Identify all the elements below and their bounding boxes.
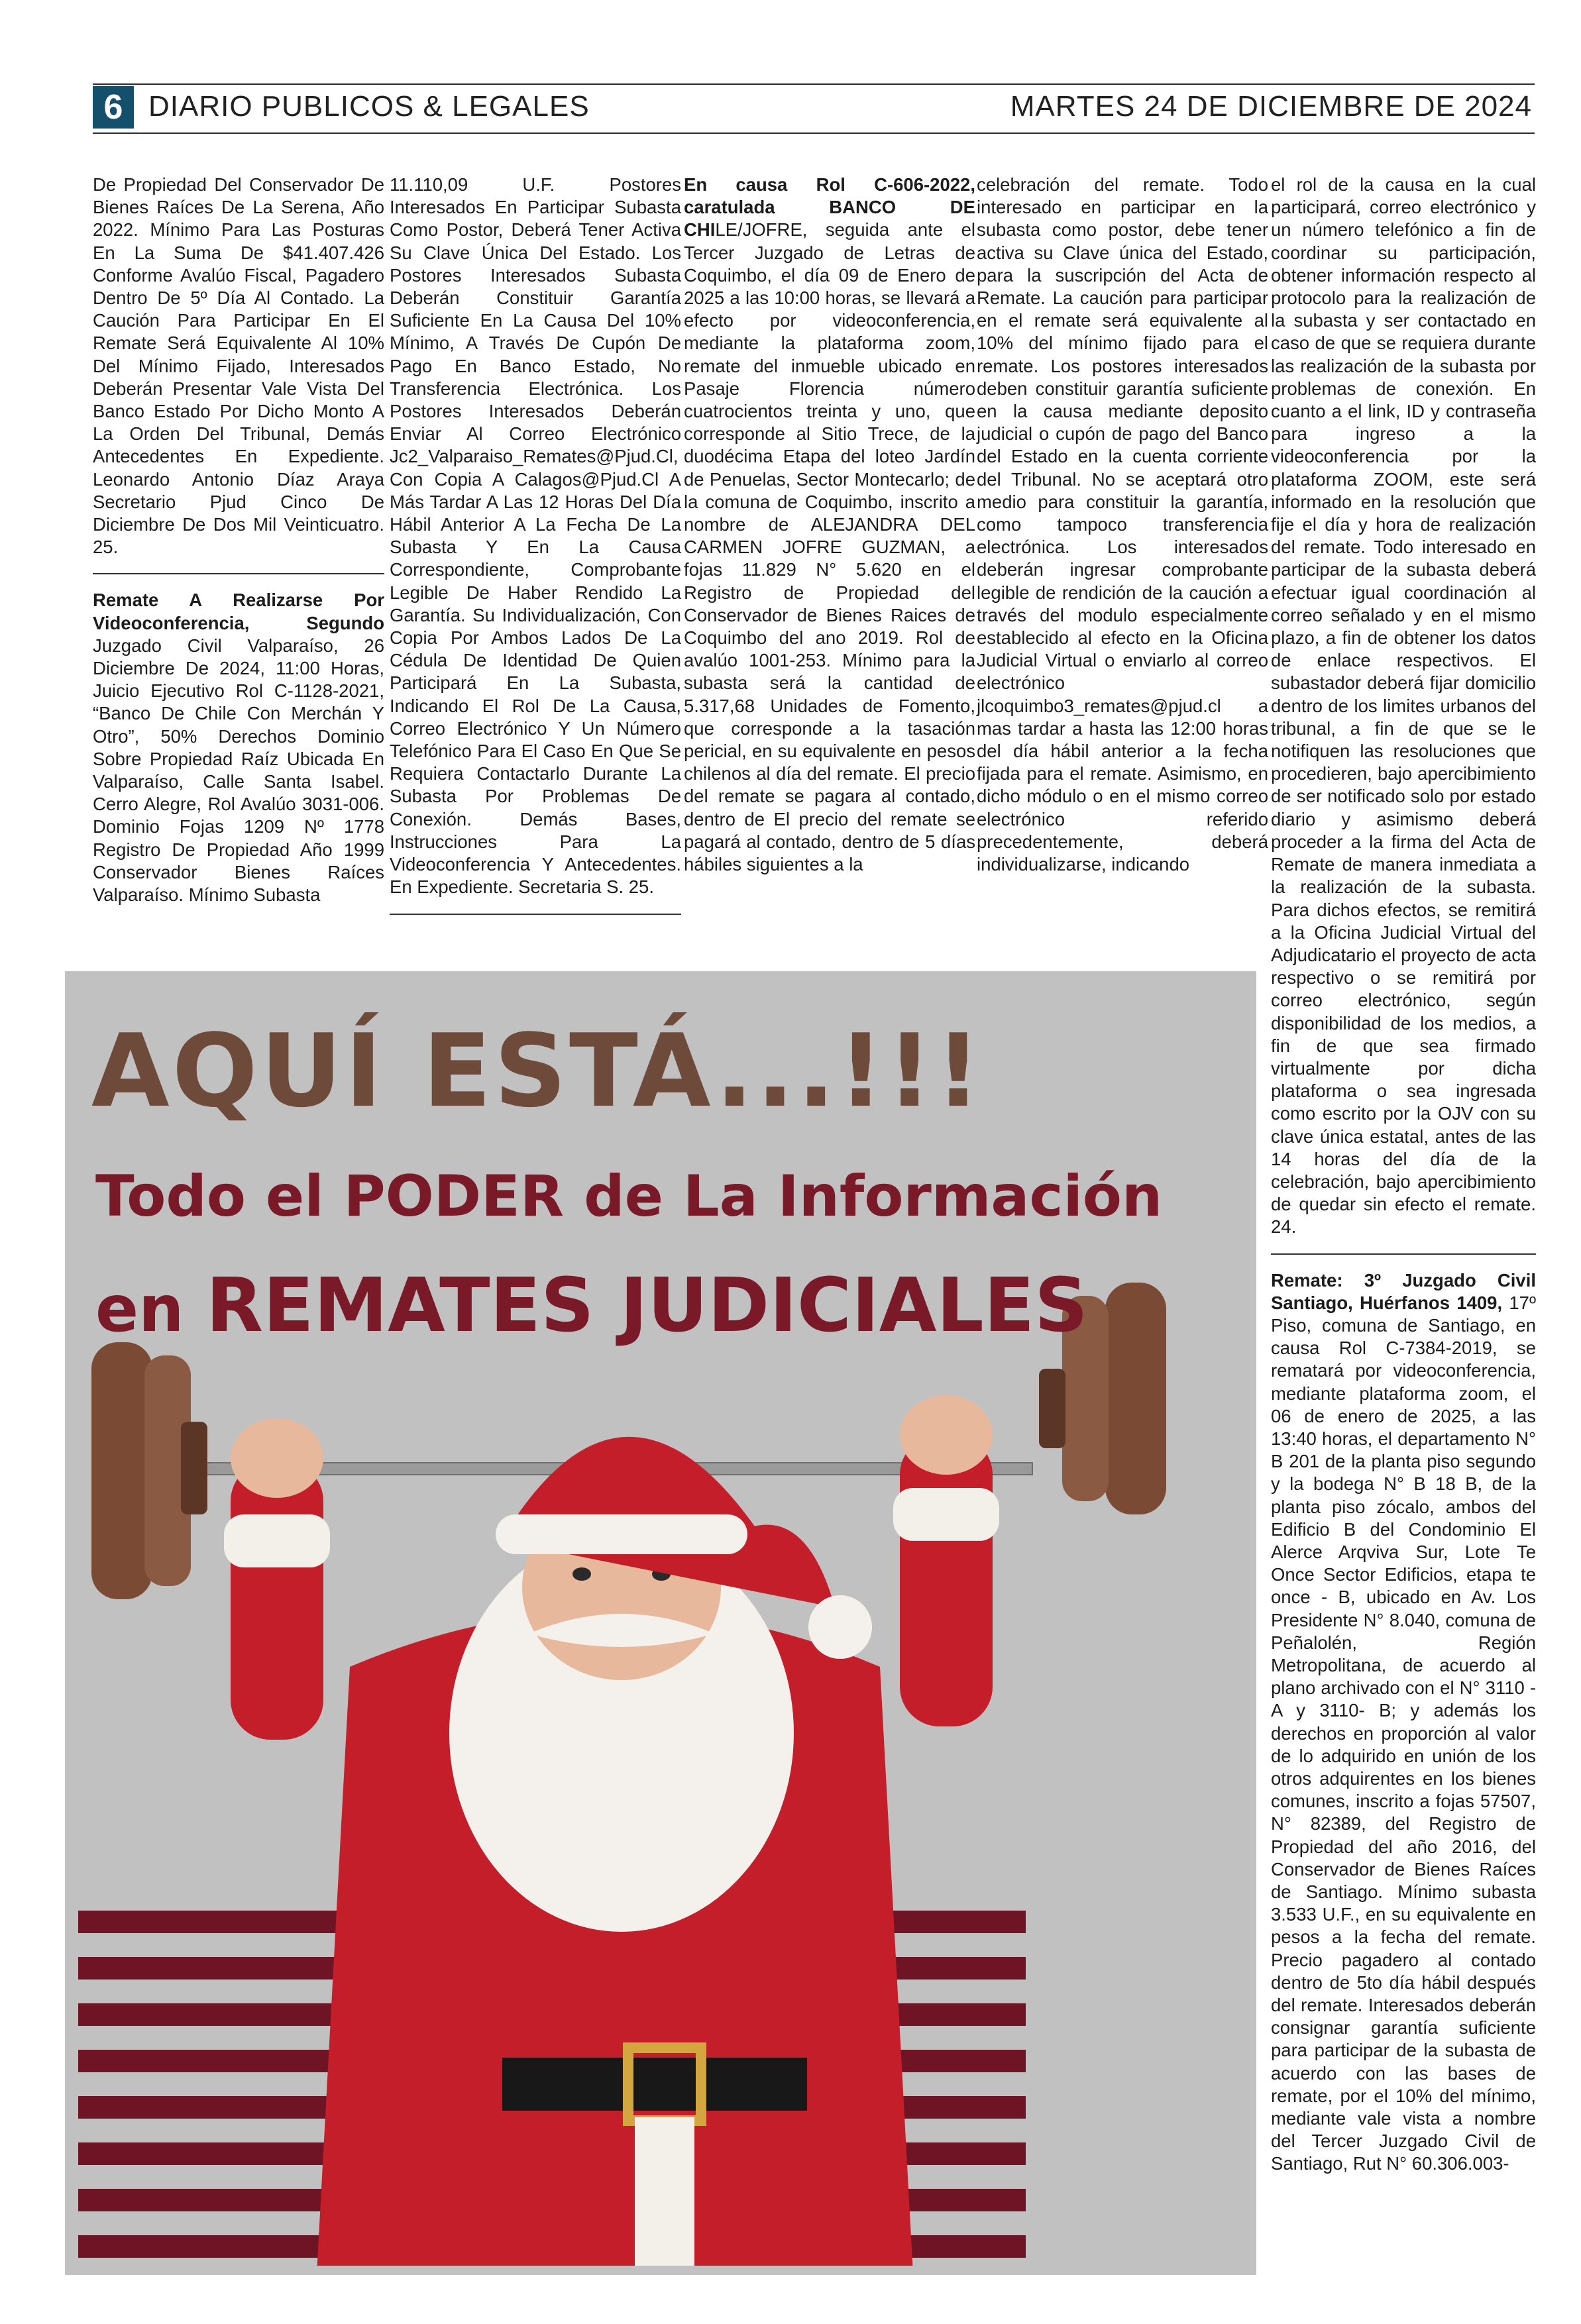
notice-body: LE/JOFRE, seguida ante el Tercer Juzgado de Letras de Coquimbo, el día 09 de Enero de 2025 a las 10:00 horas, se llevará a efecto por videoconferencia, mediante la plataforma zoom, remate del inmueble ubicado en Pasaje Florencia número cuatrocientos treinta y uno, que corresponde al Sitio Trece, de la duodécima Etapa del loteo Jardín de Penuelas, Sector Montecarlo; de la comuna de Coquimbo, inscrito a nombre de ALEJANDRA DEL CARMEN JOFRE GUZMAN, a fojas 11.829 N° 5.620 en el Registro de Propiedad del Conservador de Bienes Raices de Coquimbo del ano 2019. Rol de avalúo 1001-253. Mínimo para la subasta será la cantidad de 5.317,68 Unidades de Fomento, que corresponde a la tasación pericial, en su equivalente en pesos chilenos al día del remate. El precio del remate se pagara al contado, dentro de El precio del remate se pagará al contado, dentro de 5 días hábiles siguientes a la (684, 219, 975, 875)
column-3 (684, 174, 975, 890)
ad-tagline-2 (95, 1263, 1088, 1349)
notice-lead: Remate: 3º Juzgado Civil Santiago, Huérfanos 1409, (1271, 1269, 1536, 1313)
column-2 (390, 174, 681, 929)
header-rule-bottom (93, 132, 1535, 134)
ad-headline: AQUÍ ESTÁ...!!! (91, 1012, 984, 1130)
publication-date: MARTES 24 DE DICIEMBRE DE 2024 (1010, 90, 1532, 123)
bottom-strip (65, 2266, 1256, 2275)
notice-divider (1271, 1253, 1536, 1255)
notice (93, 589, 384, 906)
notice (684, 174, 975, 876)
ad-tagline: Todo el PODER de La Información (95, 1163, 1163, 1230)
notice-body: 17º Piso, comuna de Santiago, en causa Rol C-7384-2019, se rematará por videoconferencia, mediante plataforma zoom, el 06 de enero de 2025, a las 13:40 horas, el departamento N° B 201 de la planta piso segundo y la bodega N° B 18 B, de la planta piso zócalo, ambos del Edificio B del Condominio El Alerce Arqviva Sur, Lote Te Once Sector Edificios, etapa te once - B, ubicado en Av. Los Presidente N° 8.040, comuna de Peñalolén, Región Metropolitana, de acuerdo al plano archivado con el N° 3110 - A y 3110- B; y además los derechos en proporción al valor de lo adquirido en unión de los otros adquirentes en los bienes comunes, inscrito a fojas 57507, N° 82389, del Registro de Propiedad del año 2016, del Conservador de Bienes Raíces de Santiago. Mínimo subasta 3.533 U.F., en su equivalente en pesos a la fecha del remate. Precio pagadero al contado dentro de 5to día hábil después del remate. Interesados deberán consignar garantía suficiente para participar de la subasta de acuerdo con las bases de remate, por el 10% del mínimo, mediante vale vista a nombre del Tercer Juzgado Civil de Santiago, Rut N° 60.306.003- (1271, 1292, 1537, 2174)
notice-text: el rol de la causa en la cual participará, correo electrónico y un número telefónico a fin de coordinar su participación, obtener información respecto al protocolo para la realización de la subasta y ser contactado en caso de que se requiera durante las realización de la subasta por problemas de conexión. En cuanto a el link, ID y contraseña para ingreso a la videoconferencia por la plataforma ZOOM, este será informado en la resolución que fije el día y hora de realización del remate. Todo interesado en participar de la subasta deberá efectuar igual coordinación al correo señalado y en el mismo plazo, a fin de obtener los datos de enlace respectivos. El subastador deberá fijar domicilio dentro de los limites urbanos del tribunal, a fin de que se le notifiquen las resoluciones que procedieren, bajo apercibimiento de ser notificado solo por estado diario y asimismo deberá proceder a la firma del Acta de Remate de manera inmediata a la realización de la subasta. Para dichos efectos, se remitirá a la Oficina Judicial Virtual del Adjudicatario el proyecto de acta respectivo o se remitirá por correo electrónico, según disponibilidad de los medios, a fin de que sea firmado virtualmente por dicha plataforma o sea ingresada como escrito por la OJV con su clave única estatal, antes de las 14 horas del día de la celebración, bajo apercibimiento de quedar sin efecto el remate. 24. (1271, 174, 1536, 1238)
notice-lead: En causa Rol C-606-2022, caratulada BANCO DE CHI (684, 174, 975, 240)
notice-text: 11.110,09 U.F. Postores Interesados En Participar Subasta Como Postor, Deberá Tener Activa Su Clave Única Del Estado. Los Postores Interesados Subasta Deberán Constituir Garantía Suficiente En La Causa Del 10% Mínimo, A Través De Cupón De Pago En Banco Estado, No Transferencia Electrónica. Los Postores Interesados Deberán Enviar Al Correo Electrónico Jc2_Valparaiso_Remates@Pjud.Cl, Con Copia A Calagos@Pjud.Cl A Más Tardar A Las 12 Horas Del Día Hábil Anterior A La Fecha De La Subasta Y En La Causa Correspondiente, Comprobante Legible De Haber Rendido La Garantía. Su Individualización, Con Copia Por Ambos Lados De La Cédula De Identidad De Quien Participará En La Subasta, Indicando El Rol De La Causa, Correo Electrónico Y Un Número Telefónico Para El Caso En Que Se Requiera Contactarlo Durante La Subasta Por Problemas De Conexión. Demás Bases, Instrucciones Para La Videoconferencia Y Antecedentes. En Expediente. Secretaria S. 25. (390, 174, 681, 898)
page-number: 6 (93, 86, 134, 129)
column-5 (1271, 174, 1536, 2190)
ad-tagline-prefix: en (95, 1272, 206, 1346)
ad-tagline-emphasis: REMATES JUDICIALES (205, 1263, 1088, 1349)
notice-divider (390, 914, 681, 915)
notice-body: Juzgado Civil Valparaíso, 26 Diciembre De 2024, 11:00 Horas, Juicio Ejecutivo Rol C-1128-2021, “Banco De Chile Con Merchán Y Otro”, 50% Derechos Dominio Sobre Propiedad Raíz Ubicada En Valparaíso, Calle Santa Isabel. Cerro Alegre, Rol Avalúo 3031-006. Dominio Fojas 1209 Nº 1778 Registro De Propiedad Año 1999 Conservador Bienes Raíces Valparaíso. Mínimo Subasta (93, 635, 384, 906)
notice-text: celebración del remate. Todo interesado en participar en la subasta como postor, debe tener activa su Clave única del Estado, para la suscripción del Acta de Remate. La caución para participar en el remate será equivalente al 10% del mínimo fijado para el remate. Los postores interesados deben constituir garantía suficiente en la causa mediante deposito judicial o cupón de pago del Banco del Estado en la cuenta corriente del Tribunal. No se aceptará otro medio para constituir la garantía, como tampoco transferencia electrónica. Los interesados deberán ingresar comprobante legible de rendición de la caución a través del modulo especialmente establecido al efecto en la Oficina Judicial Virtual o enviarlo al correo electrónico jlcoquimbo3_remates@pjud.cl a mas tardar a hasta las 12:00 horas del día hábil anterior a la fecha fijada para el remate. Asimismo, en dicho módulo o en el mismo correo electrónico referido precedentemente, deberá individualizarse, indicando (977, 174, 1268, 875)
notice (1271, 1269, 1536, 2176)
page-header (93, 83, 1535, 130)
notice-lead: Remate A Realizarse Por Videoconferencia, Segundo (93, 590, 384, 633)
left-weight (91, 1342, 207, 1599)
publication-name: DIARIO PUBLICOS & LEGALES (148, 90, 590, 123)
column-4 (977, 174, 1268, 890)
notice-divider (93, 573, 384, 574)
advertisement (65, 971, 1256, 2274)
column-1 (93, 174, 384, 921)
header-rule-top (93, 83, 1535, 85)
notice-text: De Propiedad Del Conservador De Bienes Raíces De La Serena, Año 2022. Mínimo Para Las Posturas En La Suma De $41.407.426 Conforme Avalúo Fiscal, Pagadero Dentro De 5º Día Al Contado. La Caución Para Participar En El Remate Será Equivalente Al 10% Del Mínimo Fijado, Interesados Deberán Presentar Vale Vista Del Banco Estado Por Dicho Monto A La Orden Del Tribunal, Demás Antecedentes En Expediente. Leonardo Antonio Díaz Araya Secretario Pjud Cinco De Diciembre De Dos Mil Veinticuatro. 25. (93, 174, 384, 558)
